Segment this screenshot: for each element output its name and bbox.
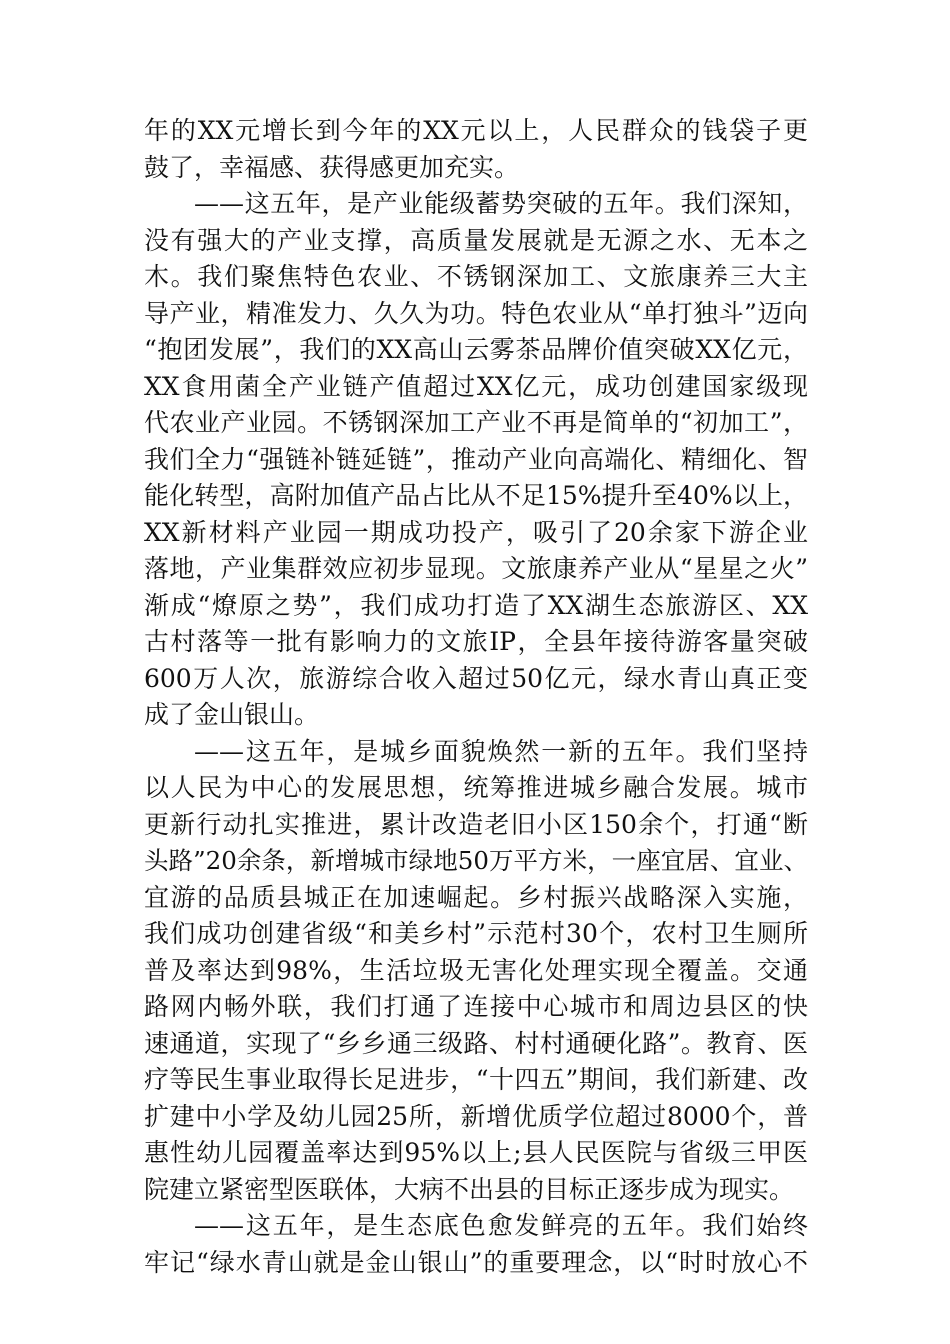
- paragraph-start-line: ——这五年，是生态底色愈发鲜亮的五年。我们始终: [194, 1211, 808, 1240]
- text-line: 没有强大的产业支撑，高质量发展就是无源之水、无本之: [144, 225, 808, 255]
- text-line: 年的XX元增长到今年的XX元以上，人民群众的钱袋子更: [144, 116, 808, 145]
- text-line: 牢记“绿水青山就是金山银山”的重要理念，以“时时放心不: [144, 1247, 808, 1277]
- text-line: 木。我们聚焦特色农业、不锈钢深加工、文旅康养三大主: [144, 262, 808, 291]
- text-line: 能化转型，高附加值产品占比从不足15%提升至40%以上，: [144, 481, 808, 510]
- text-line: 我们成功创建省级“和美乡村”示范村30个，农村卫生厕所: [144, 919, 808, 948]
- text-line: 鼓了，幸福感、获得感更加充实。: [144, 152, 520, 182]
- text-line: 普及率达到98%，生活垃圾无害化处理实现全覆盖。交通: [144, 955, 808, 985]
- text-line: 更新行动扎实推进，累计改造老旧小区150余个，打通“断: [144, 809, 808, 839]
- text-line: “抱团发展”，我们的XX高山云雾茶品牌价值突破XX亿元，: [144, 335, 808, 364]
- text-line: 600万人次，旅游综合收入超过50亿元，绿水青山真正变: [144, 663, 808, 693]
- text-line: 头路”20余条，新增城市绿地50万平方米，一座宜居、宜业、: [144, 846, 808, 875]
- text-line: 速通道，实现了“乡乡通三级路、村村通硬化路”。教育、医: [144, 1028, 808, 1058]
- text-line: XX食用菌全产业链产值超过XX亿元，成功创建国家级现: [144, 371, 808, 401]
- text-line: 宜游的品质县城正在加速崛起。乡村振兴战略深入实施，: [144, 882, 808, 912]
- text-line: 落地，产业集群效应初步显现。文旅康养产业从“星星之火”: [144, 554, 808, 583]
- text-line: 院建立紧密型医联体，大病不出县的目标正逐步成为现实。: [144, 1174, 795, 1204]
- text-line: 惠性幼儿园覆盖率达到95%以上;县人民医院与省级三甲医: [144, 1138, 808, 1167]
- text-line: 以人民为中心的发展思想，统筹推进城乡融合发展。城市: [144, 773, 808, 802]
- text-line: 成了金山银山。: [144, 700, 320, 729]
- document-page: [144, 113, 808, 1281]
- text-line: 代农业产业园。不锈钢深加工产业不再是简单的“初加工”，: [144, 408, 808, 437]
- text-line: 我们全力“强链补链延链”，推动产业向高端化、精细化、智: [144, 444, 808, 474]
- paragraph-start-line: ——这五年，是城乡面貌焕然一新的五年。我们坚持: [194, 736, 808, 766]
- paragraph-start-line: ——这五年，是产业能级蓄势突破的五年。我们深知，: [194, 189, 808, 218]
- text-line: 古村落等一批有影响力的文旅IP，全县年接待游客量突破: [144, 627, 808, 656]
- text-line: 渐成“燎原之势”，我们成功打造了XX湖生态旅游区、XX: [144, 590, 808, 620]
- text-line: 导产业，精准发力、久久为功。特色农业从“单打独斗”迈向: [144, 298, 808, 328]
- text-line: 路网内畅外联，我们打通了连接中心城市和周边县区的快: [144, 992, 808, 1021]
- text-line: 疗等民生事业取得长足进步，“十四五”期间，我们新建、改: [144, 1065, 808, 1094]
- text-line: XX新材料产业园一期成功投产，吸引了20余家下游企业: [144, 517, 808, 547]
- text-line: 扩建中小学及幼儿园25所，新增优质学位超过8000个，普: [144, 1101, 808, 1131]
